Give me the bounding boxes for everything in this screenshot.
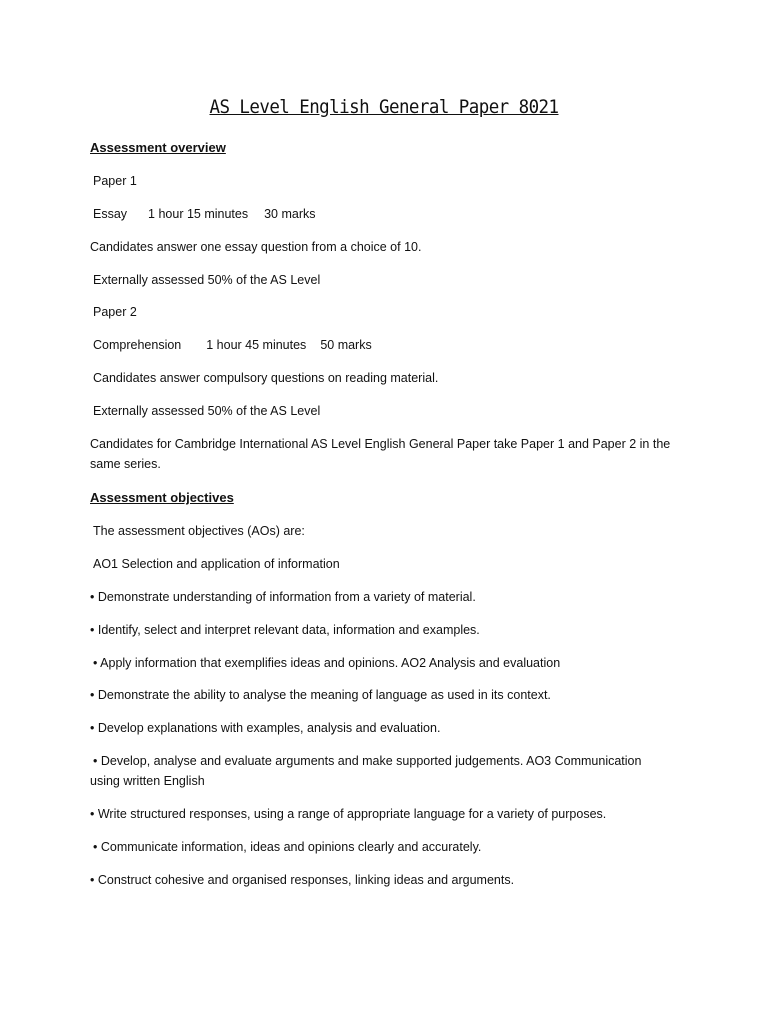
objective-bullet: • Construct cohesive and organised responses, linking ideas and arguments. [90,873,515,887]
paper2-details [93,335,693,355]
objectives-intro: The assessment objectives (AOs) are: [93,524,305,538]
assessment-objectives-heading: Assessment objectives [90,490,234,505]
paper1-label: Paper 1 [93,174,137,188]
objective-bullet: • Identify, select and interpret relevant data, information and examples. [90,623,480,637]
assessment-overview-heading: Assessment overview [90,140,226,155]
paper1-details [93,204,693,224]
objective-bullet: • Write structured responses, using a range of appropriate language for a variety of purposes. [90,807,607,821]
objective-bullet: • Communicate information, ideas and opinions clearly and accurately. [93,840,482,854]
paper1-assessed: Externally assessed 50% of the AS Level [93,273,321,287]
objective-bullet: • Develop, analyse and evaluate arguments and make supported judgements. AO3 Communication using written English [90,754,642,788]
objective-bullet: • Demonstrate the ability to analyse the meaning of language as used in its context. [90,688,551,702]
objective-bullet: • Develop explanations with examples, analysis and evaluation. [90,721,441,735]
document-title: AS Level English General Paper 8021 [209,96,559,118]
ao1-heading: AO1 Selection and application of information [93,557,340,571]
paper2-description: Candidates answer compulsory questions on reading material. [93,371,439,385]
paper2-type: Comprehension [93,338,182,352]
paper1-description: Candidates answer one essay question from a choice of 10. [90,240,422,254]
candidates-note: Candidates for Cambridge International AS Level English General Paper take Paper 1 and Paper 2 in the same series. [90,437,671,471]
paper2-duration: 1 hour 45 minutes [206,338,307,352]
paper1-duration: 1 hour 15 minutes [148,207,249,221]
paper1-type: Essay [93,207,128,221]
paper2-assessed: Externally assessed 50% of the AS Level [93,404,321,418]
paper2-marks: 50 marks [320,338,372,352]
paper1-marks: 30 marks [264,207,316,221]
objective-bullet: • Apply information that exemplifies ideas and opinions. AO2 Analysis and evaluation [93,656,561,670]
objective-bullet: • Demonstrate understanding of information from a variety of material. [90,590,476,604]
paper2-label: Paper 2 [93,305,137,319]
